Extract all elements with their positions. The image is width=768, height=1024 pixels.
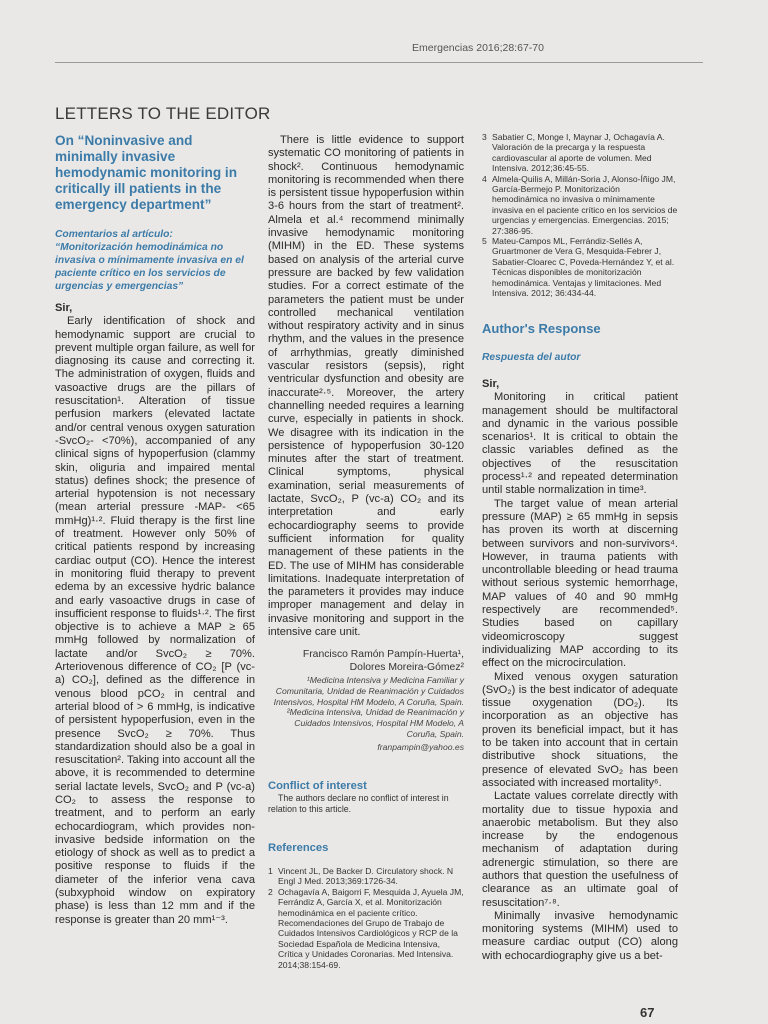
references-list-col3 xyxy=(482,132,678,299)
letter-paragraph: Early identification of shock and hemodynamic support are crucial to prevent multiple organ failure, as well for diagnosing its cause and correcting it. The administration of oxygen, fluids and vasoactive drugs are the pillars of resuscitation¹. Alteration of tissue perfusion markers (elevated lactate and/or central venous oxygen saturation -SvcO₂- <70%), accompanied of any clinical signs of hypoperfusion (clammy skin, oliguria and impaired mental status) defines shock; the presence of arterial hypotension is not necessary (mean arterial pressure -MAP- <65 mmHg)¹·². Fluid therapy is the first line of treatment. However only 50% of critical patients respond by increasing cardiac output (CO). Hence the interest in monitoring fluid therapy to prevent edema by an excessive hydric balance and early vasoactive drugs in case of insufficient response to fluids¹·². The first objective is to achieve a MAP ≥ 65 mmHg followed by normalization of lactate and/or SvcO₂ ≥ 70%. Arteriovenous difference of CO₂ [P (vc-a) CO₂], defined as the difference in venous blood pCO₂ in central and arterial blood of > 6 mmHg, is indicative of persistent hypoperfusion, even in the presence SvcO₂ ≥ 70%. Thus standardization should also be a goal in resuscitation². Taking into account all the above, it is recommended to determine serial lactate levels, SvcO₂ and P (vc-a) CO₂ to assess the response to treatment, and to perform an early echocardiogram, which provides non-invasive bedside information on the etiology of shock as well as to predict a positive response to fluids if the diameter of the inferior vena cava (subxyphoid window on expiratory phase) is less than 12 mm and if the response is greater than 20 mm¹⁻³. xyxy=(55,315,255,926)
journal-header: Emergencias 2016;28:67-70 xyxy=(412,42,544,54)
author-signature xyxy=(268,648,464,674)
reference-item xyxy=(482,174,678,236)
reference-text: Sabatier C, Monge I, Maynar J, Ochagavía A. Valoración de la precarga y la respuesta cardiovascular al aporte de volumen. Med Intensiva. 2012;36:45-55. xyxy=(492,132,665,174)
letter-body-col2 xyxy=(268,134,464,639)
reference-number: 3 xyxy=(482,132,487,142)
letter-body-col1 xyxy=(55,302,255,927)
reference-item xyxy=(268,866,464,887)
response-title: Author's Response xyxy=(482,321,601,336)
author-line-1: Francisco Ramón Pampín-Huerta¹, xyxy=(302,649,464,660)
response-subtitle: Respuesta del autor xyxy=(482,352,581,363)
reference-item xyxy=(268,887,464,970)
conflict-of-interest-text: The authors declare no conflict of interest in relation to this article. xyxy=(268,793,449,814)
reference-text: Almela-Quilis A, Millán-Soria J, Alonso-Íñigo JM, García-Bermejo P. Monitorización hemodinámica no invasiva o mínimamente invasiva en el paciente crítico en los servicios de urgencias y emergencias. Emergencias. 2015; 27:386-95. xyxy=(492,173,678,236)
conflict-of-interest-heading: Conflict of interest xyxy=(268,780,367,792)
comment-block xyxy=(55,228,255,293)
page-number: 67 xyxy=(640,1005,655,1020)
author-line-2: Dolores Moreira-Gómez² xyxy=(349,662,464,673)
comment-label: Comentarios al artículo: xyxy=(55,229,173,240)
affiliation-1: ¹Medicina Intensiva y Medicina Familiar y Comunitaria, Unidad de Reanimación y Cuidados Intensivos, Hospital HM Modelo, A Coruña, Spain. xyxy=(273,675,464,707)
letter-paragraph: There is little evidence to support systematic CO monitoring of patients in shock². Continuous hemodynamic monitoring is recommended when there is persistent tissue hypoperfusion within 3-6 hours from the start of treatment². Almela et al.⁴ recommend minimally invasive hemodynamic monitoring (MIHM) in the ED. These systems based on analysis of the arterial curve pressure are backed by few validation studies. For a correct estimate of the parameters the patient must be under controlled mechanical ventilation without respiratory activity and in sinus rhythm, and the values in the presence of arrhythmias, greatly diminished vascular resistors (sepsis), right ventricular dysfunction and obesity are inaccurate²·⁵. Moreover, the artery channelling needed requires a learning curve, especially in patients in shock. We disagree with its indication in the persistence of hypoperfusion 30-120 minutes after the start of treatment. Clinical symptoms, physical examination, serial measurements of lactate, SvcO₂, P (vc-a) CO₂ and its interpretation and early echocardiography seems to provide sufficient information for quality management of these patients in the ED. The use of MIHM has considerable limitations. Inadequate interpretation of the parameters it provides may induce improper management and delay in invasive monitoring and support in the intensive care unit. xyxy=(268,134,464,638)
reference-text: Ochagavía A, Baigorri F, Mesquida J, Ayuela JM, Ferrándiz A, García X, et al. Monitorización hemodinámica en el paciente crítico. Recomendaciones del Grupo de Trabajo de Cuidados Intensivos Cardiológicos y RCP de la Sociedad Española de Medicina Intensiva, Crítica y Unidades Coronarias. Med Intensiva. 2014;38:154-69. xyxy=(278,886,464,970)
comment-title: “Monitorización hemodinámica no invasiva o mínimamente invasiva en el paciente crítico en los servicios de urgencias y emergencias” xyxy=(55,242,244,292)
response-paragraph: Mixed venous oxygen saturation (SvO₂) is the best indicator of adequate tissue oxygenation (DO₂). Its incorporation as an objective has proven its beneficial impact, but it has to be taken into account that in certain distributive shock situations, the presence of elevated SvO₂ has been associated with increased mortality⁶. xyxy=(482,670,678,789)
section-heading: LETTERS TO THE EDITOR xyxy=(55,104,271,123)
reference-text: Vincent JL, De Backer D. Circulatory shock. N Engl J Med. 2013;369:1726-34. xyxy=(278,866,454,887)
reference-item xyxy=(482,132,678,174)
reference-item xyxy=(482,236,678,298)
header-divider xyxy=(55,62,703,63)
affiliation-2: ²Medicina Intensiva, Unidad de Reanimación y Cuidados Intensivos, Hospital HM Modelo, A Coruña, Spain. xyxy=(286,707,464,739)
response-paragraph: Lactate values correlate directly with mortality due to tissue hypoxia and anaerobic metabolism. But they also increase by the endogenous mechanism of adaptation during adrenergic stimulation, so there are authors that question the usefulness of clearance as an ultimate goal of resuscitation⁷·⁸. xyxy=(482,790,678,909)
response-paragraph: Minimally invasive hemodynamic monitoring systems (MIHM) used to measure cardiac output (CO) along with echocardiography give us a bet- xyxy=(482,909,678,962)
response-salutation: Sir, xyxy=(482,378,500,390)
response-paragraph: The target value of mean arterial pressure (MAP) ≥ 65 mmHg in sepsis has proven its worth at discerning between survivors and non-survivors⁴. However, in trauma patients with uncontrollable bleeding or head trauma without serious systemic hemorrhage, MAP values of 40 and 90 mmHg respectively are recommended⁵. Studies based on capillary videomicroscopy suggest individualizing MAP according to its effect on the microcirculation. xyxy=(482,497,678,670)
response-paragraph: Monitoring in critical patient management should be multifactoral and dynamic in the various possible scenarios¹. It is critical to obtain the classic variables defined as the objectives of the resuscitation process¹·² and repeated determination until stable normalization in time³. xyxy=(482,391,678,497)
response-body xyxy=(482,378,678,963)
reference-number: 5 xyxy=(482,236,487,247)
reference-number: 1 xyxy=(268,866,273,876)
references-heading: References xyxy=(268,842,329,854)
letter-salutation: Sir, xyxy=(55,302,73,314)
author-email[interactable]: franpampin@yahoo.es xyxy=(377,742,464,752)
article-title: On “Noninvasive and minimally invasive hemodynamic monitoring in critically ill patients in the emergency department” xyxy=(55,133,238,212)
references-list-col2 xyxy=(268,866,464,970)
reference-text: Mateu-Campos ML, Ferrándiz-Sellés A, Gruartmoner de Vera G, Mesquida-Febrer J, Sabatier-Cloarec C, Poveda-Hernández Y, et al. Técnicas disponibles de monitorización hemodinámica. Ventajas y limitaciones. Med Intensiva. 2012; 36:434-44. xyxy=(492,236,675,299)
author-affiliations xyxy=(268,675,464,740)
reference-number: 2 xyxy=(268,886,273,897)
reference-number: 4 xyxy=(482,173,487,184)
